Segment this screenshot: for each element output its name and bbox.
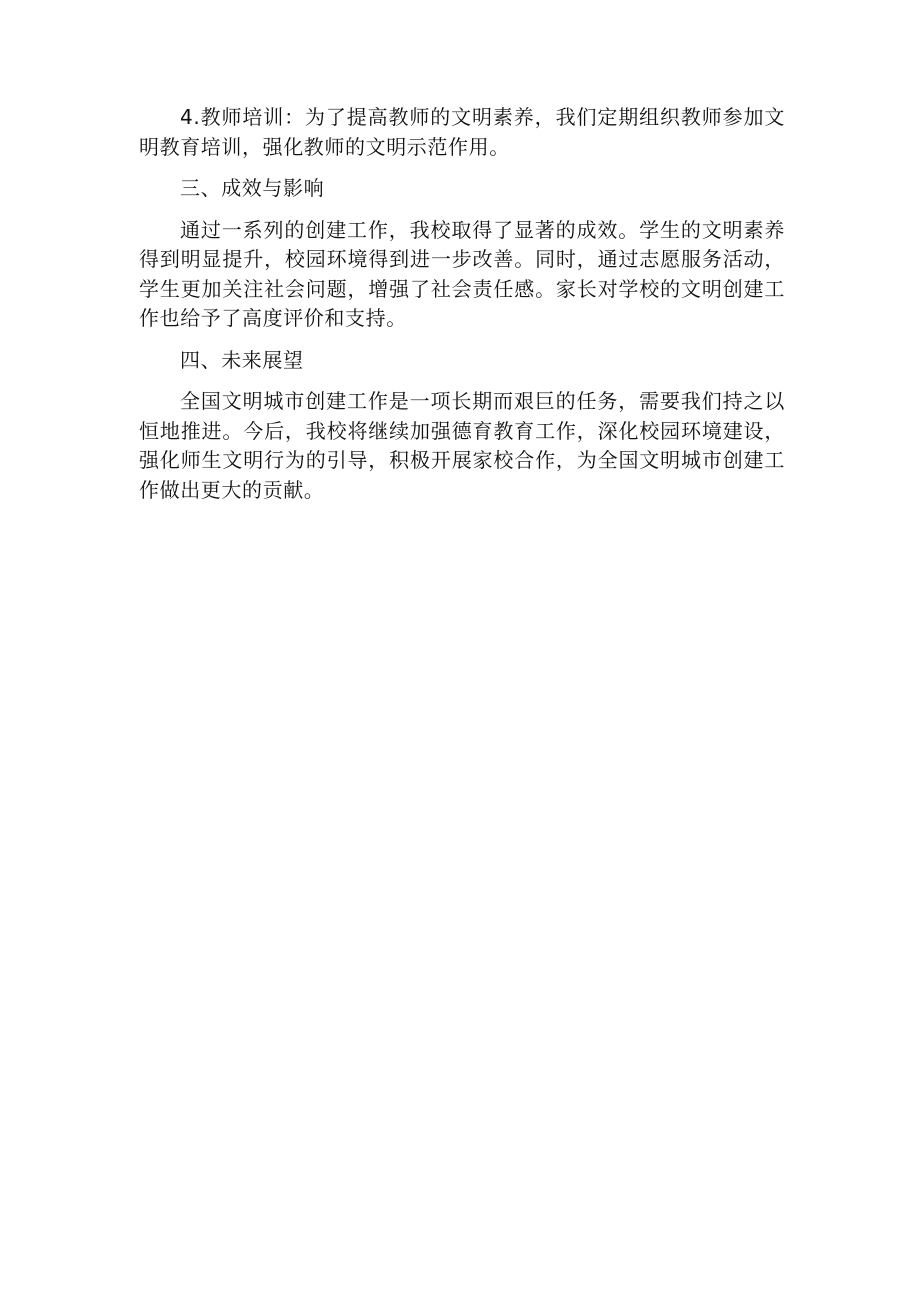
- paragraph-results: 通过一系列的创建工作，我校取得了显著的成效。学生的文明素养得到明显提升，校园环境得到进一步改善。同时，通过志愿服务活动，学生更加关注社会问题，增强了社会责任感。家长对学校的文明创建工作也给予了高度评价和支持。: [139, 217, 785, 330]
- document-body: [139, 103, 785, 517]
- section-heading-results: 三、成效与影响: [180, 176, 325, 200]
- paragraph-teacher-training: 4.教师培训：为了提高教师的文明素养，我们定期组织教师参加文明教育培训，强化教师的文明示范作用。: [139, 105, 785, 159]
- paragraph-outlook: 全国文明城市创建工作是一项长期而艰巨的任务，需要我们持之以恒地推进。今后，我校将继续加强德育教育工作，深化校园环境建设，强化师生文明行为的引导，积极开展家校合作，为全国文明城市创建工作做出更大的贡献。: [139, 389, 785, 502]
- section-heading-outlook: 四、未来展望: [180, 347, 304, 372]
